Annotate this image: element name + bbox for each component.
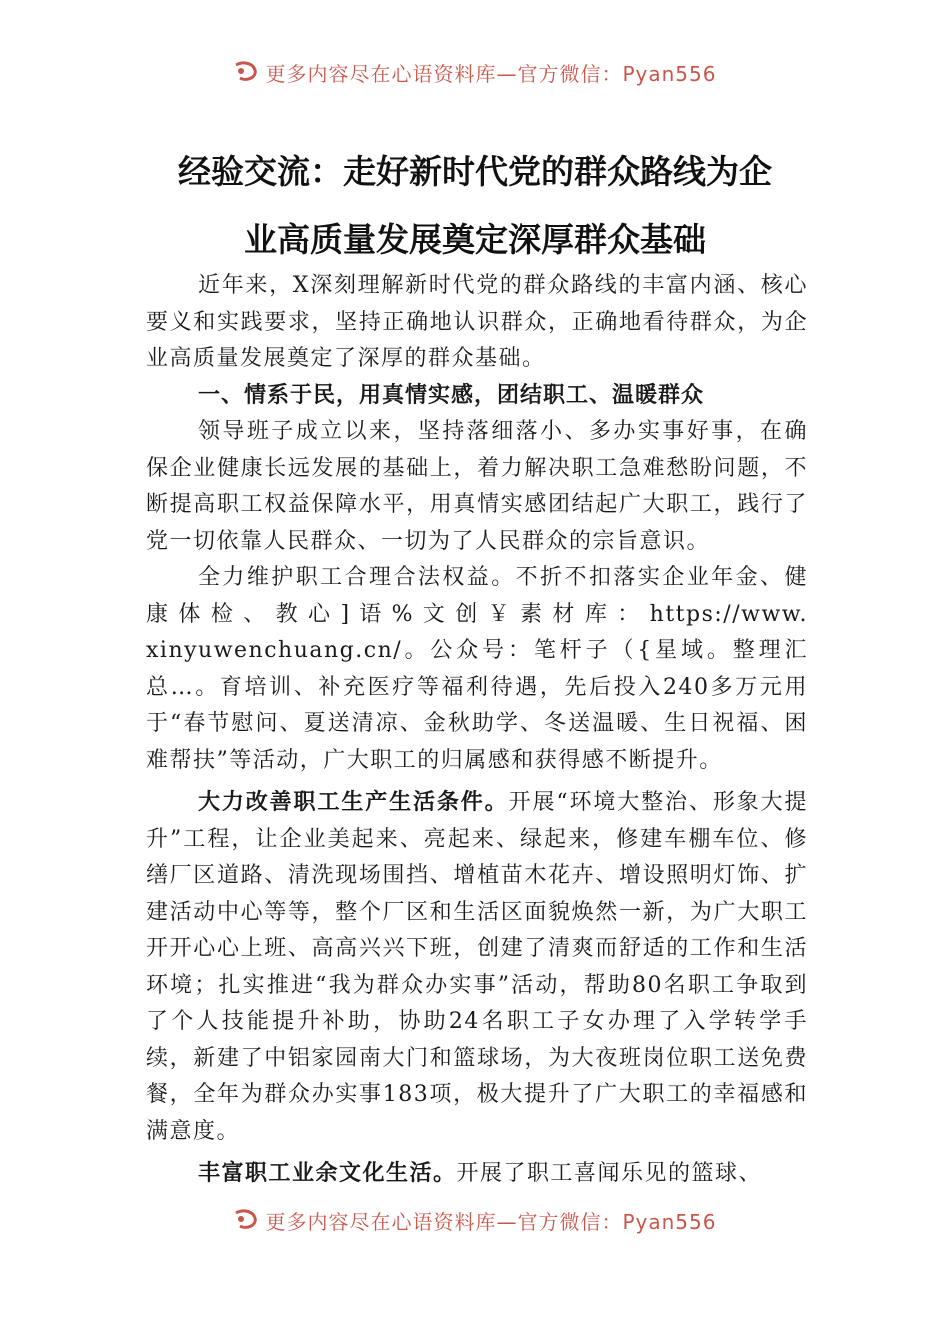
watermark-text-top: 更多内容尽在心语资料库—官方微信：Pyan556 — [265, 61, 717, 86]
document-title-line1: 经验交流：走好新时代党的群众路线为企 — [178, 152, 772, 191]
paragraph-1: 领导班子成立以来，坚持落细落小、多办实事好事，在确保企业健康长远发展的基础上，着力解决职工急难愁盼问题，不断提高职工权益保障水平，用真情实感团结起广大职工，践行了党一切依靠人民群众、一切为了人民群众的宗旨意识。 — [146, 419, 808, 554]
brand-logo-icon — [233, 1209, 259, 1231]
document-title-line2: 业高质量发展奠定深厚群众基础 — [244, 220, 706, 259]
watermark-text-bottom: 更多内容尽在心语资料库—官方微信：Pyan556 — [265, 1209, 717, 1234]
paragraph-4-lead: 丰富职工业余文化生活。 — [198, 1161, 457, 1186]
paragraph-3-body: 开展“环境大整治、形象大提升”工程，让企业美起来、亮起来、绿起来，修建车棚车位、修缮厂区道路、清洗现场围挡、增植苗木花卉、增设照明灯饰、扩建活动中心等等，整个厂区和生活区面貌焕然一新，为广大职工开开心心上班、高高兴兴下班，创建了清爽而舒适的工作和生活环境；扎实推进“我为群众办实事”活动，帮助80名职工争取到了个人技能提升补助，协助24名职工子女办理了入学转学手续，新建了中铝家园南大门和篮球场，为大夜班岗位职工送免费餐，全年为群众办实事183项，极大提升了广大职工的幸福感和满意度。 — [146, 790, 808, 1144]
paragraph-3 — [146, 785, 808, 1150]
section-heading-1: 一、情系于民，用真情实感，团结职工、温暖群众 — [198, 382, 705, 408]
paragraph-3-lead: 大力改善职工生产生活条件。 — [198, 790, 509, 815]
paragraph-4 — [146, 1156, 808, 1193]
watermark-banner-top — [0, 58, 950, 86]
intro-paragraph: 近年来，X深刻理解新时代党的群众路线的丰富内涵、核心要义和实践要求，坚持正确地认识群众，正确地看待群众，为企业高质量发展奠定了深厚的群众基础。 — [146, 273, 808, 371]
watermark-banner-bottom — [0, 1206, 950, 1234]
brand-logo-icon — [233, 61, 259, 83]
document-body — [146, 268, 808, 1193]
paragraph-2: 全力维护职工合理合法权益。不折不扣落实企业年金、健 康 体 检 、 教 心 ] 语 % 文 创 ￥ 素 材 库 ： https://www.xinyuwenchuang.cn/。公众号：笔杆子（{星域。整理汇总…。育培训、补充医疗等福利待遇，先后投入240多万元用于“春节慰问、夏送清凉、金秋助学、冬送温暖、生日祝福、困难帮扶”等活动，广大职工的归属感和获得感不断提升。 — [146, 565, 808, 773]
paragraph-4-body: 开展了职工喜闻乐见的篮球、 — [456, 1161, 763, 1186]
